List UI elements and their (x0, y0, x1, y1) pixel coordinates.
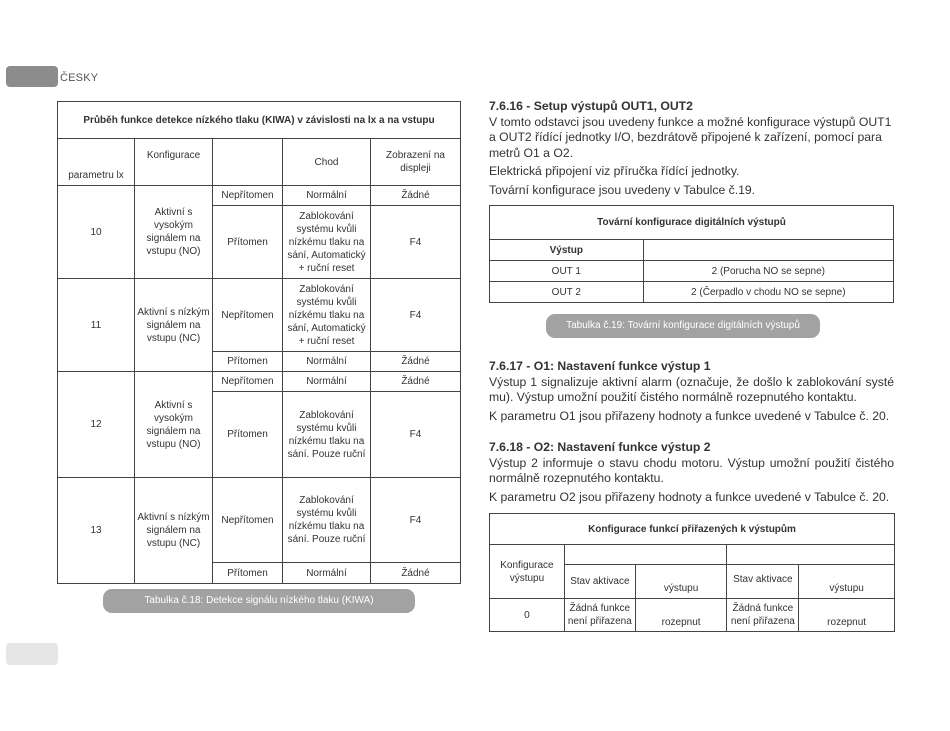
table-cell: F4 (371, 279, 461, 352)
table-cell: Zablokování systému kvůli nízkému tlaku na sání, Automatický + ruční reset (283, 206, 371, 279)
paragraph: Výstup 2 informuje o stavu chodu motoru. Výstup umožní použití čistého normálně rozepnutého kontaktu. (489, 455, 894, 485)
table-cell: Aktivní s vysokým signálem na vstupu (NO) (135, 372, 213, 478)
column-header: výstupu (799, 565, 895, 599)
table-cell: Žádné (371, 563, 461, 584)
table-cell: 10 (58, 186, 135, 279)
table-title: Tovární konfigurace digitálních výstupů (490, 206, 894, 240)
table-cell: Žádné (371, 352, 461, 372)
column-header (213, 139, 283, 186)
table-title: Konfigurace funkcí přiřazených k výstupům (490, 514, 895, 545)
table-cell: Žádné (371, 372, 461, 392)
table-cell: 11 (58, 279, 135, 372)
table-18-caption: Tabulka č.18: Detekce signálu nízkého tlaku (KIWA) (103, 589, 415, 613)
paragraph: K parametru O1 jsou přiřazeny hodnoty a funkce uvedené v Tabulce č. 20. (489, 408, 890, 423)
table-19-caption: Tabulka č.19: Tovární konfigurace digitálních výstupů (546, 314, 820, 338)
table-cell: Žádná funkce není přiřazena (564, 599, 635, 632)
table-cell: Přítomen (213, 352, 283, 372)
section-7-6-16 (489, 99, 894, 198)
table-cell: rozepnut (635, 599, 727, 632)
column-header: Zobrazení na displeji (371, 139, 461, 186)
column-header (643, 240, 893, 261)
low-pressure-detection-table (57, 101, 461, 584)
table-cell: Aktivní s nízkým signálem na vstupu (NC) (135, 478, 213, 584)
table-cell: Aktivní s vysokým signálem na vstupu (NO) (135, 186, 213, 279)
table-cell: Nepřítomen (213, 478, 283, 563)
table-cell: OUT 2 (490, 282, 644, 303)
table-cell: Aktivní s nízkým signálem na vstupu (NC) (135, 279, 213, 372)
language-label: ČESKY (60, 72, 99, 84)
table-cell: rozepnut (799, 599, 895, 632)
table-cell: F4 (371, 478, 461, 563)
table-cell: Normální (283, 186, 371, 206)
table-cell: F4 (371, 392, 461, 478)
column-header: výstupu (635, 565, 727, 599)
table-cell: Zablokování systému kvůli nízkému tlaku na sání, Automatický + ruční reset (283, 279, 371, 352)
section-heading: 7.6.18 - O2: Nastavení funkce výstup 2 (489, 440, 711, 454)
column-header: Chod (283, 139, 371, 186)
table-cell: OUT 1 (490, 261, 644, 282)
column-header (727, 545, 895, 565)
table-cell: Zablokování systému kvůli nízkému tlaku na sání. Pouze ruční (283, 392, 371, 478)
paragraph: Výstup 1 signalizuje aktivní alarm (označuje, že došlo k zablokování systé mu). Výstup umožní použití čistého normálně rozepnutého kontaktu. (489, 374, 894, 404)
table-cell: Normální (283, 352, 371, 372)
table-cell: 13 (58, 478, 135, 584)
paragraph: Tovární konfigurace jsou uvedeny v Tabulce č.19. (489, 182, 756, 197)
table-cell: 0 (490, 599, 565, 632)
table-title: Průběh funkce detekce nízkého tlaku (KIWA) v závislosti na lx a na vstupu (58, 102, 461, 139)
table-cell: 12 (58, 372, 135, 478)
column-header (564, 545, 727, 565)
table-cell: F4 (371, 206, 461, 279)
table-cell: Normální (283, 563, 371, 584)
section-7-6-18 (489, 440, 894, 505)
table-cell: Nepřítomen (213, 186, 283, 206)
column-header: Stav aktivace (564, 565, 635, 599)
column-header: Stav aktivace (727, 565, 799, 599)
paragraph: K parametru O2 jsou přiřazeny hodnoty a funkce uvedené v Tabulce č. 20. (489, 489, 890, 504)
column-header: Konfigurace (135, 139, 213, 186)
table-cell: Normální (283, 372, 371, 392)
table-cell: Přítomen (213, 206, 283, 279)
section-heading: 7.6.16 - Setup výstupů OUT1, OUT2 (489, 99, 693, 113)
table-cell: Nepřítomen (213, 372, 283, 392)
section-7-6-17 (489, 359, 894, 424)
table-cell: 2 (Porucha NO se sepne) (643, 261, 893, 282)
table-cell: Přítomen (213, 392, 283, 478)
table-cell: Zablokování systému kvůli nízkému tlaku na sání. Pouze ruční (283, 478, 371, 563)
output-function-config-table (489, 513, 895, 632)
column-header: Výstup (490, 240, 644, 261)
table-cell: 2 (Čerpadlo v chodu NO se sepne) (643, 282, 893, 303)
column-header: parametru lx (58, 139, 135, 186)
factory-output-config-table (489, 205, 894, 303)
table-cell: Žádná funkce není přiřazena (727, 599, 799, 632)
paragraph: V tomto odstavci jsou uvedeny funkce a možné konfigurace výstupů OUT1 a OUT2 řídící jednotky I/O, bezdrátově připojené k zařízení, pomocí para metrů O1 a O2. (489, 114, 892, 160)
column-header: Konfigurace výstupu (490, 545, 565, 599)
table-cell: Přítomen (213, 563, 283, 584)
page-number-tab (6, 643, 58, 665)
page-side-tab (6, 66, 58, 87)
paragraph: Elektrická připojení viz příručka řídící jednotky. (489, 164, 740, 178)
table-cell: Žádné (371, 186, 461, 206)
section-heading: 7.6.17 - O1: Nastavení funkce výstup 1 (489, 359, 711, 373)
table-cell: Nepřítomen (213, 279, 283, 352)
